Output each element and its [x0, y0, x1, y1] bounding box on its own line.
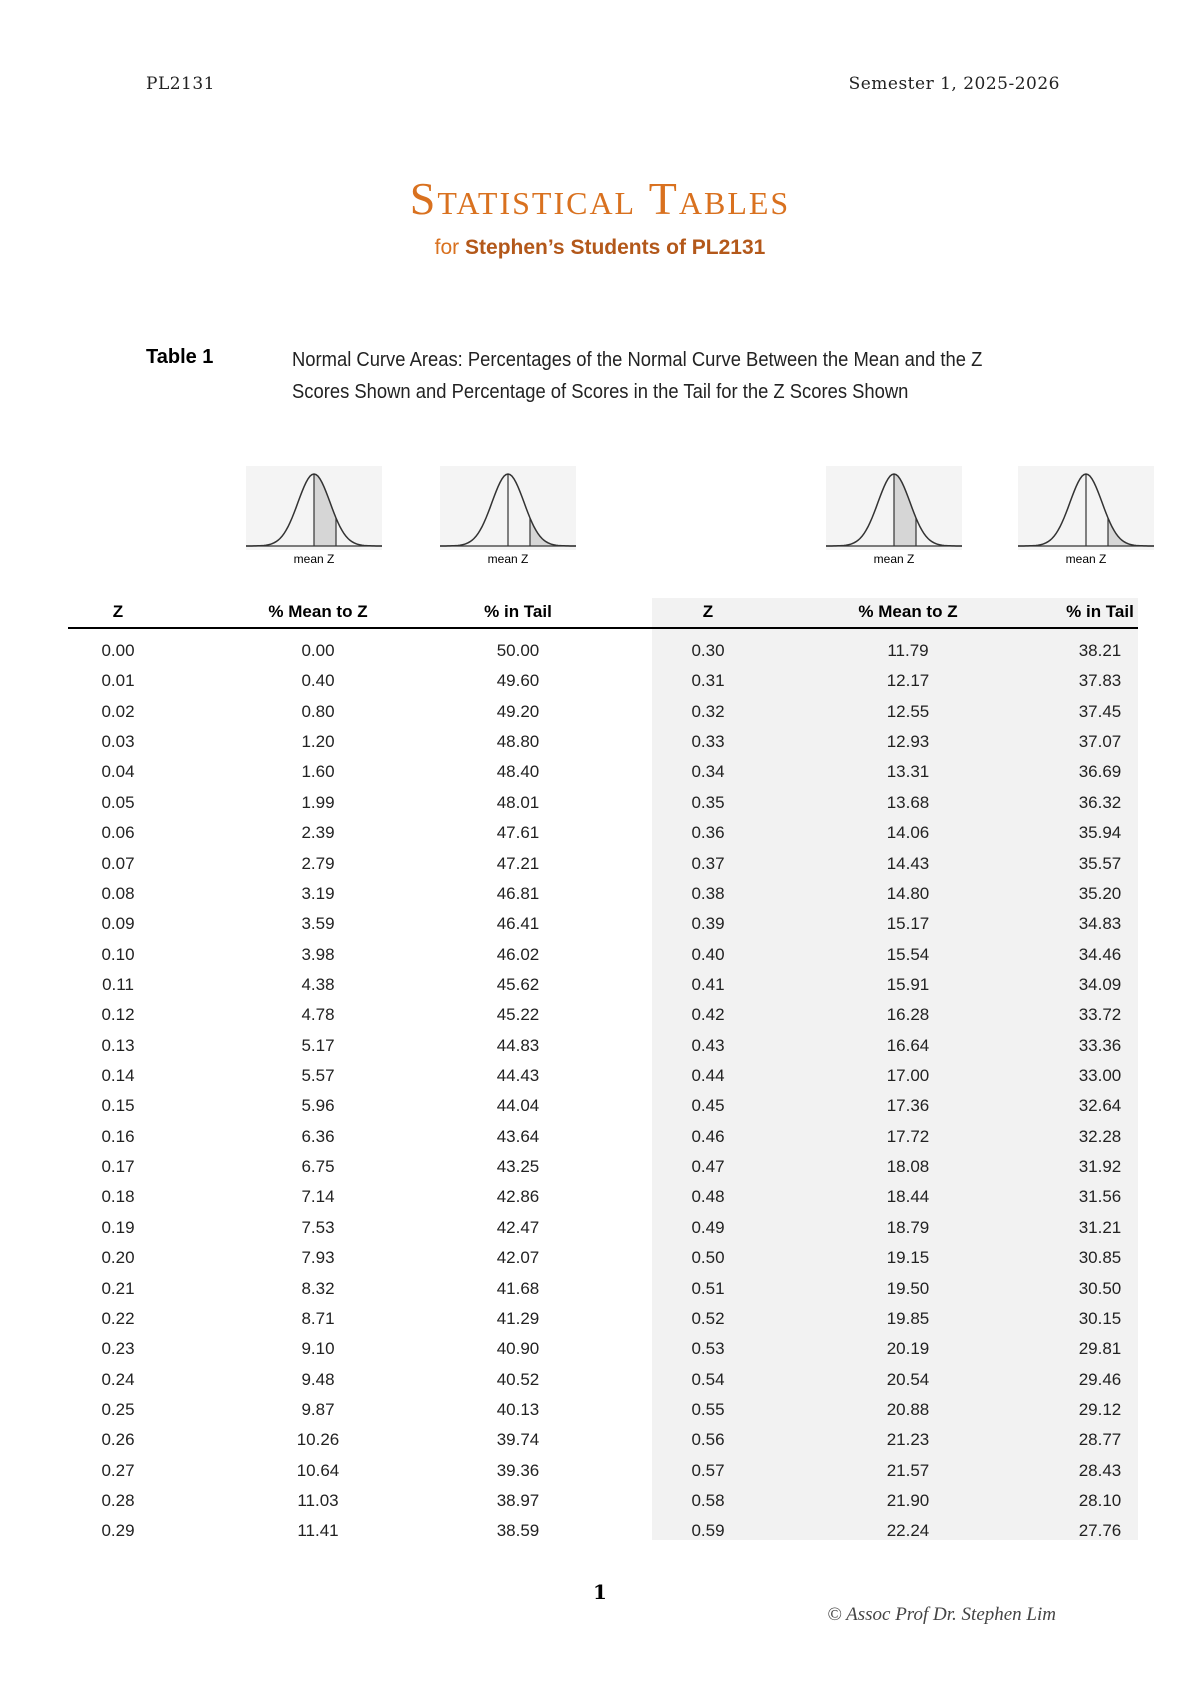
table-cell: 0.04: [101, 762, 135, 782]
table-cell: 18.79: [886, 1217, 930, 1237]
table-row: [0, 1517, 1200, 1547]
table-cell: 0.24: [101, 1369, 135, 1389]
table-cell: 6.75: [301, 1157, 335, 1177]
table-cell: 34.46: [1078, 944, 1122, 964]
table-row: [0, 728, 1200, 758]
table-cell: 15.54: [886, 944, 930, 964]
table-cell: 1.60: [301, 762, 335, 782]
table-cell: 5.17: [301, 1035, 335, 1055]
table-row: [0, 758, 1200, 788]
table-cell: 32.64: [1078, 1096, 1122, 1116]
table-cell: 44.04: [496, 1096, 540, 1116]
table-cell: 22.24: [886, 1521, 930, 1541]
table-row: [0, 971, 1200, 1001]
table-cell: 49.20: [496, 701, 540, 721]
table-cell: 0.10: [101, 944, 135, 964]
table-cell: 0.19: [101, 1217, 135, 1237]
table-cell: 0.00: [301, 641, 335, 660]
table-cell: 28.10: [1078, 1491, 1122, 1511]
table-cell: 0.20: [101, 1248, 135, 1268]
table-cell: 0.49: [691, 1217, 725, 1237]
table-cell: 14.43: [886, 853, 930, 873]
table-row: [0, 1244, 1200, 1274]
table-cell: 33.72: [1078, 1005, 1122, 1025]
table-cell: 16.28: [886, 1005, 930, 1025]
table-row: [0, 1123, 1200, 1153]
table-cell: 18.08: [886, 1157, 930, 1177]
table-cell: 18.44: [886, 1187, 930, 1207]
table-cell: 7.93: [301, 1248, 335, 1268]
table-row: [0, 1396, 1200, 1426]
table-cell: 19.85: [886, 1308, 930, 1328]
table-cell: 0.02: [101, 701, 135, 721]
table-row: [0, 637, 1200, 667]
table-cell: 10.64: [296, 1460, 340, 1480]
table-cell: 0.23: [101, 1339, 135, 1359]
table-cell: 2.79: [301, 853, 335, 873]
table-cell: 0.45: [691, 1096, 725, 1116]
table-row: [0, 1457, 1200, 1487]
table-cell: 19.15: [886, 1248, 930, 1268]
table-cell: 19.50: [886, 1278, 930, 1298]
table-cell: 0.30: [691, 641, 725, 660]
table-cell: 42.47: [496, 1217, 540, 1237]
table-cell: 17.72: [886, 1126, 930, 1146]
table-row: [0, 1335, 1200, 1365]
table-cell: 8.71: [301, 1308, 335, 1328]
table-cell: 48.01: [496, 792, 540, 812]
curve-caption: mean Z: [873, 552, 915, 566]
table-cell: 6.36: [301, 1126, 335, 1146]
table-row: [0, 1032, 1200, 1062]
table-cell: 44.43: [496, 1066, 540, 1086]
table-cell: 0.03: [101, 732, 135, 752]
table-cell: 30.85: [1078, 1248, 1122, 1268]
table-cell: 0.26: [101, 1430, 135, 1450]
table-cell: 4.78: [301, 1005, 335, 1025]
column-header: Z: [112, 602, 124, 621]
table-cell: 13.31: [886, 762, 930, 782]
table-cell: 0.48: [691, 1187, 725, 1207]
table-cell: 30.50: [1078, 1278, 1122, 1298]
table-cell: 0.39: [691, 914, 725, 934]
table-cell: 48.80: [496, 732, 540, 752]
table-cell: 0.25: [101, 1399, 135, 1419]
normal-curve-1: [246, 466, 382, 566]
table-row: [0, 880, 1200, 910]
table-cell: 1.20: [301, 732, 335, 752]
table-cell: 5.57: [301, 1066, 335, 1086]
table-cell: 29.46: [1078, 1369, 1122, 1389]
table-cell: 0.33: [691, 732, 725, 752]
table-cell: 20.19: [886, 1339, 930, 1359]
table-cell: 45.62: [496, 974, 540, 994]
table-cell: 0.50: [691, 1248, 725, 1268]
table-cell: 0.55: [691, 1399, 725, 1419]
table-cell: 0.12: [101, 1005, 135, 1025]
table-cell: 9.10: [301, 1339, 335, 1359]
table-cell: 0.51: [691, 1278, 725, 1298]
table-cell: 2.39: [301, 823, 335, 843]
table-cell: 50.00: [496, 641, 540, 660]
table-caption: Normal Curve Areas: Percentages of the Normal Curve Between the Mean and the Z Scores Shown and Percentage of Scores in the Tail for the Z Scores Shown: [292, 349, 983, 403]
table-cell: 34.09: [1078, 974, 1122, 994]
page-number: 1: [593, 1580, 607, 1604]
header-rule: [68, 627, 1138, 629]
table-cell: 34.83: [1078, 914, 1122, 934]
table-cell: 9.48: [301, 1369, 335, 1389]
table-cell: 37.45: [1078, 701, 1122, 721]
table-row: [0, 1426, 1200, 1456]
table-row: [0, 910, 1200, 940]
table-cell: 10.26: [296, 1430, 340, 1450]
table-cell: 46.41: [496, 914, 540, 934]
table-cell: 0.37: [691, 853, 725, 873]
normal-curve-4: [1018, 466, 1154, 566]
table-cell: 0.05: [101, 792, 135, 812]
table-cell: 0.36: [691, 823, 725, 843]
table-cell: 39.36: [496, 1460, 540, 1480]
table-cell: 15.91: [886, 974, 930, 994]
table-cell: 0.40: [691, 944, 725, 964]
subtitle-prefix: for: [434, 236, 460, 259]
table-cell: 30.15: [1078, 1308, 1122, 1328]
table-row: [0, 819, 1200, 849]
table-cell: 0.17: [101, 1157, 135, 1177]
table-cell: 0.08: [101, 883, 135, 903]
table-cell: 3.98: [301, 944, 335, 964]
table-cell: 37.07: [1078, 732, 1122, 752]
table-cell: 49.60: [496, 671, 540, 691]
table-cell: 38.97: [496, 1491, 540, 1511]
table-cell: 0.21: [101, 1278, 135, 1298]
header-semester: Semester 1, 2025-2026: [848, 74, 1060, 94]
table-cell: 43.25: [496, 1157, 540, 1177]
table-cell: 36.32: [1078, 792, 1122, 812]
table-cell: 0.32: [691, 701, 725, 721]
table-row: [0, 850, 1200, 880]
table-cell: 21.90: [886, 1491, 930, 1511]
table-row: [0, 1001, 1200, 1031]
table-cell: 3.59: [301, 914, 335, 934]
table-cell: 0.07: [101, 853, 135, 873]
table-cell: 38.21: [1078, 641, 1122, 660]
table-cell: 17.36: [886, 1096, 930, 1116]
table-cell: 0.18: [101, 1187, 135, 1207]
table-row: [0, 1183, 1200, 1213]
table-cell: 15.17: [886, 914, 930, 934]
page-subtitle: [0, 236, 1200, 260]
table-cell: 27.76: [1078, 1521, 1122, 1541]
table-cell: 16.64: [886, 1035, 930, 1055]
table-cell: 0.14: [101, 1066, 135, 1086]
table-row: [0, 789, 1200, 819]
table-cell: 21.23: [886, 1430, 930, 1450]
table-cell: 1.99: [301, 792, 335, 812]
table-cell: 0.54: [691, 1369, 725, 1389]
table-cell: 38.59: [496, 1521, 540, 1541]
column-header: % in Tail: [484, 602, 552, 621]
table-cell: 39.74: [496, 1430, 540, 1450]
table-row: [0, 1092, 1200, 1122]
table-cell: 35.20: [1078, 883, 1122, 903]
table-cell: 46.81: [496, 883, 540, 903]
table-cell: 42.86: [496, 1187, 540, 1207]
table-body: [0, 637, 1200, 1548]
table-row: [0, 1366, 1200, 1396]
table-cell: 0.80: [301, 701, 335, 721]
table-cell: 0.29: [101, 1521, 135, 1541]
table-cell: 45.22: [496, 1005, 540, 1025]
table-cell: 0.00: [101, 641, 135, 660]
table-cell: 0.59: [691, 1521, 725, 1541]
table-cell: 4.38: [301, 974, 335, 994]
table-cell: 9.87: [301, 1399, 335, 1419]
table-label: Table 1: [146, 346, 214, 368]
table-cell: 47.61: [496, 823, 540, 843]
column-header: % Mean to Z: [268, 602, 368, 621]
subtitle-strong: Stephen’s Students of PL2131: [465, 236, 766, 259]
table-cell: 28.43: [1078, 1460, 1122, 1480]
table-cell: 3.19: [301, 883, 335, 903]
table-cell: 14.06: [886, 823, 930, 843]
table-cell: 0.34: [691, 762, 725, 782]
table-cell: 0.28: [101, 1491, 135, 1511]
table-cell: 40.90: [496, 1339, 540, 1359]
table-cell: 32.28: [1078, 1126, 1122, 1146]
column-header: % in Tail: [1066, 602, 1134, 621]
table-cell: 0.56: [691, 1430, 725, 1450]
table-cell: 0.40: [301, 671, 335, 691]
table-cell: 0.43: [691, 1035, 725, 1055]
table-row: [0, 1487, 1200, 1517]
table-cell: 29.12: [1078, 1399, 1122, 1419]
table-cell: 0.27: [101, 1460, 135, 1480]
curve-caption: mean Z: [487, 552, 529, 566]
table-cell: 0.13: [101, 1035, 135, 1055]
table-cell: 0.22: [101, 1308, 135, 1328]
table-cell: 31.56: [1078, 1187, 1122, 1207]
table-cell: 0.58: [691, 1491, 725, 1511]
curve-caption: mean Z: [293, 552, 335, 566]
table-row: [0, 1275, 1200, 1305]
table-cell: 0.42: [691, 1005, 725, 1025]
table-cell: 37.83: [1078, 671, 1122, 691]
table-cell: 0.46: [691, 1126, 725, 1146]
table-cell: 0.31: [691, 671, 725, 691]
table-cell: 12.93: [886, 732, 930, 752]
table-row: [0, 1305, 1200, 1335]
table-cell: 0.44: [691, 1066, 725, 1086]
table-cell: 33.36: [1078, 1035, 1122, 1055]
table-cell: 43.64: [496, 1126, 540, 1146]
column-header: Z: [702, 602, 714, 621]
copyright-footer: © Assoc Prof Dr. Stephen Lim: [827, 1604, 1056, 1625]
table-cell: 0.47: [691, 1157, 725, 1177]
table-cell: 8.32: [301, 1278, 335, 1298]
table-cell: 7.53: [301, 1217, 335, 1237]
table-cell: 21.57: [886, 1460, 930, 1480]
column-header: % Mean to Z: [858, 602, 958, 621]
table-cell: 0.16: [101, 1126, 135, 1146]
table-cell: 46.02: [496, 944, 540, 964]
table-cell: 44.83: [496, 1035, 540, 1055]
table-cell: 11.41: [297, 1521, 339, 1541]
table-cell: 0.57: [691, 1460, 725, 1480]
table-cell: 0.09: [101, 914, 135, 934]
header-course: PL2131: [146, 74, 215, 94]
table-cell: 13.68: [886, 792, 930, 812]
table-cell: 20.54: [886, 1369, 930, 1389]
table-cell: 0.52: [691, 1308, 725, 1328]
table-cell: 14.80: [886, 883, 930, 903]
table-cell: 31.92: [1078, 1157, 1122, 1177]
table-cell: 0.41: [691, 974, 725, 994]
table-cell: 40.52: [496, 1369, 540, 1389]
table-row: [0, 1153, 1200, 1183]
table-row: [0, 667, 1200, 697]
table-cell: 47.21: [496, 853, 540, 873]
table-cell: 11.03: [297, 1491, 339, 1511]
table-cell: 7.14: [301, 1187, 335, 1207]
normal-curve-2: [440, 466, 576, 566]
table-cell: 48.40: [496, 762, 540, 782]
table-cell: 29.81: [1078, 1339, 1122, 1359]
table-cell: 17.00: [886, 1066, 930, 1086]
table-cell: 40.13: [496, 1399, 540, 1419]
table-row: [0, 698, 1200, 728]
table-cell: 31.21: [1078, 1217, 1122, 1237]
curve-caption: mean Z: [1065, 552, 1107, 566]
table-cell: 20.88: [886, 1399, 930, 1419]
table-cell: 0.53: [691, 1339, 725, 1359]
table-row: [0, 1062, 1200, 1092]
table-cell: 35.94: [1078, 823, 1122, 843]
table-cell: 0.06: [101, 823, 135, 843]
table-cell: 33.00: [1078, 1066, 1122, 1086]
table-cell: 42.07: [496, 1248, 540, 1268]
table-cell: 12.17: [886, 671, 930, 691]
table-cell: 0.11: [102, 974, 134, 994]
normal-curve-3: [826, 466, 962, 566]
table-cell: 36.69: [1078, 762, 1122, 782]
table-cell: 41.29: [496, 1308, 540, 1328]
table-cell: 41.68: [496, 1278, 540, 1298]
table-cell: 0.01: [101, 671, 135, 691]
table-row: [0, 1214, 1200, 1244]
table-row: [0, 941, 1200, 971]
table-cell: 35.57: [1078, 853, 1122, 873]
table-cell: 0.38: [691, 883, 725, 903]
table-cell: 0.15: [101, 1096, 135, 1116]
table-cell: 28.77: [1078, 1430, 1122, 1450]
page-title: Statistical Tables: [409, 173, 791, 224]
table-cell: 11.79: [887, 641, 929, 660]
table-cell: 0.35: [691, 792, 725, 812]
table-cell: 12.55: [886, 701, 930, 721]
table-cell: 5.96: [301, 1096, 335, 1116]
